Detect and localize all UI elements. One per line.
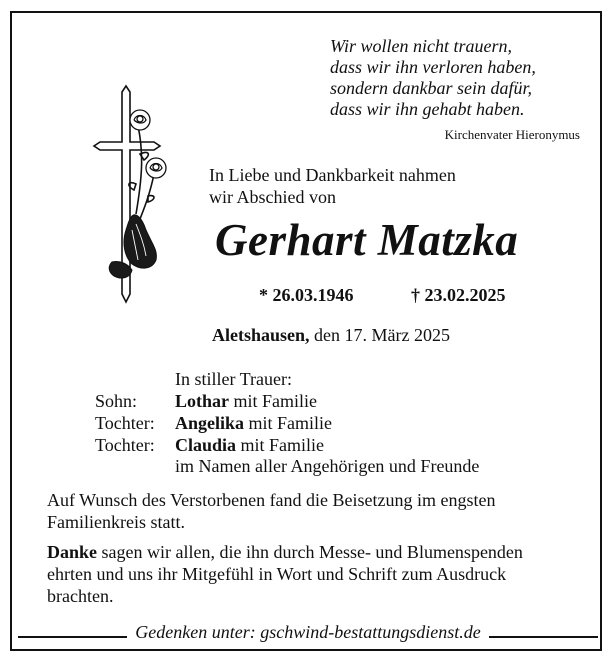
quote-line: Wir wollen nicht trauern, <box>330 36 512 56</box>
relation-name: Angelika <box>175 413 245 433</box>
quote-author: Kirchenvater Hieronymus <box>444 127 580 142</box>
all-relatives: im Namen aller Angehörigen und Freunde <box>175 456 480 476</box>
relation-label: Tochter: <box>95 413 155 433</box>
quote <box>330 36 536 120</box>
relations-list <box>95 390 332 456</box>
quote-line: dass wir ihn gehabt haben. <box>330 99 525 119</box>
thanks-paragraph <box>47 541 567 607</box>
relation-name: Claudia <box>175 435 237 455</box>
footer <box>18 622 598 643</box>
intro-text <box>209 164 456 208</box>
relation-label: Tochter: <box>95 435 155 455</box>
relation-suffix: mit Familie <box>236 435 325 455</box>
thanks-text: sagen wir allen, die ihn durch Messe- und Blumenspenden ehrten und uns ihr Mitgefühl in Wort und Schrift zum Ausdruck brachten. <box>47 542 523 606</box>
cross-roses-praying-hands-icon <box>92 84 172 309</box>
burial-note: Auf Wunsch des Verstorbenen fand die Beisetzung im engsten Familienkreis statt. <box>47 490 496 532</box>
footer-text: Gedenken unter: gschwind-bestattungsdienst.de <box>135 622 481 642</box>
relation-row <box>95 412 332 434</box>
deceased-name: Gerhart Matzka <box>215 215 519 265</box>
relation-suffix: mit Familie <box>244 413 333 433</box>
mourning-heading: In stiller Trauer: <box>175 369 292 389</box>
intro-line: In Liebe und Dankbarkeit nahmen <box>209 165 456 185</box>
footer-rule-left <box>18 636 127 638</box>
death-date: † 23.02.2025 <box>411 285 506 305</box>
footer-rule-right <box>489 636 598 638</box>
relation-suffix: mit Familie <box>229 391 317 411</box>
birth-date: * 26.03.1946 <box>259 285 354 305</box>
relation-row <box>95 390 332 412</box>
place: Aletshausen, <box>212 325 310 345</box>
intro-line: wir Abschied von <box>209 187 336 207</box>
quote-line: sondern dankbar sein dafür, <box>330 78 532 98</box>
thanks-bold: Danke <box>47 542 98 562</box>
relation-name: Lothar <box>175 391 229 411</box>
relation-label: Sohn: <box>95 391 138 411</box>
place-date <box>212 325 450 346</box>
date: den 17. März 2025 <box>309 325 450 345</box>
relation-row <box>95 434 332 456</box>
quote-line: dass wir ihn verloren haben, <box>330 57 536 77</box>
